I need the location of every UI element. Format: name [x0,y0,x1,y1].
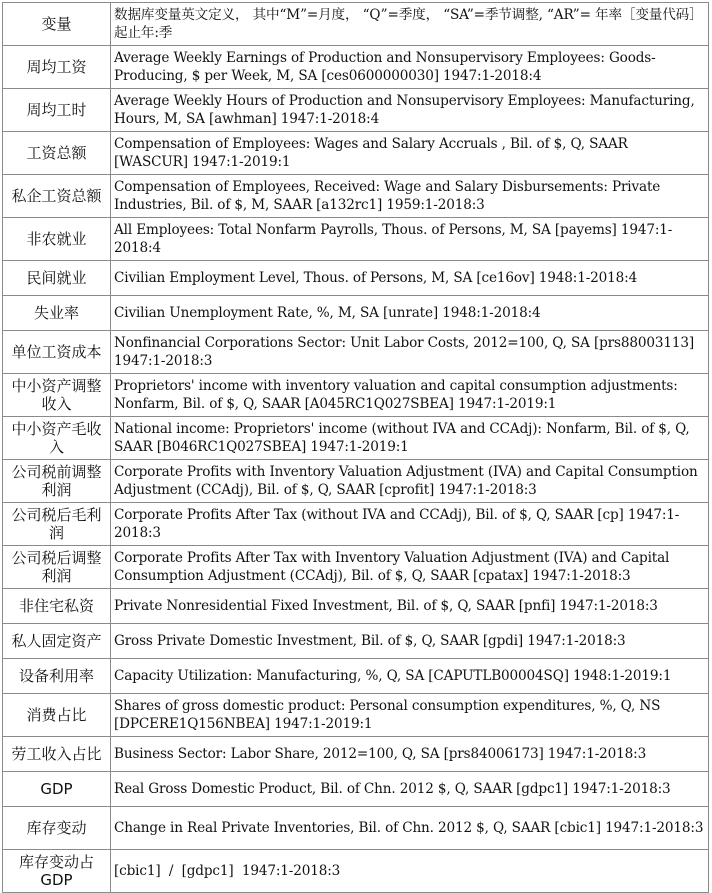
variable-definition-cell: Corporate Profits After Tax with Inventory Valuation Adjustment (IVA) and Capital Consumption Adjustment (CCAdj), Bil. of $, Q, SAAR [cpatax] 1947:1-2018:3 [111,546,709,589]
variable-name-cell: 工资总额 [3,132,111,175]
variable-name-cell: 非农就业 [3,218,111,261]
variable-name-cell: 公司税前调整利润 [3,460,111,503]
variable-definition-cell: Compensation of Employees, Received: Wage and Salary Disbursements: Private Industries, Bil. of $, M, SAAR [a132rc1] 1959:1-2018:3 [111,175,709,218]
table-row [3,218,709,261]
table-row [3,850,709,893]
variable-definition-cell: All Employees: Total Nonfarm Payrolls, Thous. of Persons, M, SA [payems] 1947:1-2018:4 [111,218,709,261]
variable-definition-cell: Corporate Profits with Inventory Valuation Adjustment (IVA) and Capital Consumption Adjustment (CCAdj), Bil. of $, Q, SAAR [cprofit] 1947:1-2018:3 [111,460,709,503]
table-row [3,132,709,175]
variable-name-cell: 私人固定资产 [3,624,111,659]
table-row [3,589,709,624]
variable-name-cell: 劳工收入占比 [3,737,111,772]
variable-name-cell: 消费占比 [3,694,111,737]
table-row [3,175,709,218]
table-row [3,417,709,460]
variable-definition-cell: Gross Private Domestic Investment, Bil. of $, Q, SAAR [gpdi] 1947:1-2018:3 [111,624,709,659]
table-row-header [3,3,709,46]
variable-name-cell: 中小资产毛收入 [3,417,111,460]
variable-name-cell: 民间就业 [3,261,111,296]
variable-definition-cell: National income: Proprietors' income (without IVA and CCAdj): Nonfarm, Bil. of $, Q, SAAR [B046RC1Q027SBEA] 1947:1-2019:1 [111,417,709,460]
variable-definition-cell: Average Weekly Hours of Production and Nonsupervisory Employees: Manufacturing, Hours, M, SA [awhman] 1947:1-2018:4 [111,89,709,132]
table-row [3,546,709,589]
variable-name-cell: 非住宅私资 [3,589,111,624]
table-row [3,624,709,659]
table-row [3,659,709,694]
table-row [3,331,709,374]
variable-name-cell: 变量 [3,3,111,46]
variable-name-cell: 私企工资总额 [3,175,111,218]
table-row [3,374,709,417]
variable-definition-cell: Capacity Utilization: Manufacturing, %, Q, SA [CAPUTLB00004SQ] 1948:1-2019:1 [111,659,709,694]
table-row [3,89,709,132]
variable-name-cell: 库存变动 [3,807,111,850]
table-row [3,694,709,737]
variable-definition-cell: Business Sector: Labor Share, 2012=100, Q, SA [prs84006173] 1947:1-2018:3 [111,737,709,772]
variable-definition-cell: Civilian Employment Level, Thous. of Persons, M, SA [ce16ov] 1948:1-2018:4 [111,261,709,296]
variable-name-cell: 单位工资成本 [3,331,111,374]
table-row [3,503,709,546]
variable-definition-cell: 数据库变量英文定义， 其中“M”=月度， “Q”=季度， “SA”=季节调整, “AR”= 年率［变量代码］起止年:季 [111,3,709,46]
table-row [3,737,709,772]
variable-name-cell: 公司税后毛利润 [3,503,111,546]
table-row [3,772,709,807]
variable-definition-cell: Proprietors' income with inventory valuation and capital consumption adjustments: Nonfarm, Bil. of $, Q, SAAR [A045RC1Q027SBEA] 1947:1-2019:1 [111,374,709,417]
variable-definition-cell: Private Nonresidential Fixed Investment, Bil. of $, Q, SAAR [pnfi] 1947:1-2018:3 [111,589,709,624]
variable-definition-cell: [cbic1] / [gdpc1] 1947:1-2018:3 [111,850,709,893]
variable-name-cell: 设备利用率 [3,659,111,694]
variable-name-cell: 失业率 [3,296,111,331]
variable-definition-table [2,2,709,893]
variable-definition-cell: Real Gross Domestic Product, Bil. of Chn. 2012 $, Q, SAAR [gdpc1] 1947:1-2018:3 [111,772,709,807]
variable-name-cell: 中小资产调整收入 [3,374,111,417]
variable-definition-table-container [2,2,709,893]
variable-name-cell: GDP [3,772,111,807]
variable-name-cell: 公司税后调整利润 [3,546,111,589]
table-row [3,460,709,503]
variable-name-cell: 库存变动占GDP [3,850,111,893]
table-row [3,46,709,89]
variable-definition-cell: Corporate Profits After Tax (without IVA and CCAdj), Bil. of $, Q, SAAR [cp] 1947:1-2018:3 [111,503,709,546]
variable-definition-cell: Change in Real Private Inventories, Bil. of Chn. 2012 $, Q, SAAR [cbic1] 1947:1-2018:3 [111,807,709,850]
variable-definition-cell: Shares of gross domestic product: Personal consumption expenditures, %, Q, NS [DPCERE1Q156NBEA] 1947:1-2019:1 [111,694,709,737]
variable-definition-cell: Civilian Unemployment Rate, %, M, SA [unrate] 1948:1-2018:4 [111,296,709,331]
variable-name-cell: 周均工时 [3,89,111,132]
variable-definition-cell: Compensation of Employees: Wages and Salary Accruals , Bil. of $, Q, SAAR [WASCUR] 1947:1-2019:1 [111,132,709,175]
variable-definition-cell: Nonfinancial Corporations Sector: Unit Labor Costs, 2012=100, Q, SA [prs88003113] 1947:1-2018:3 [111,331,709,374]
variable-definition-cell: Average Weekly Earnings of Production and Nonsupervisory Employees: Goods-Producing, $ per Week, M, SA [ces0600000030] 1947:1-2018:4 [111,46,709,89]
table-row [3,807,709,850]
variable-name-cell: 周均工资 [3,46,111,89]
table-row [3,261,709,296]
table-row [3,296,709,331]
